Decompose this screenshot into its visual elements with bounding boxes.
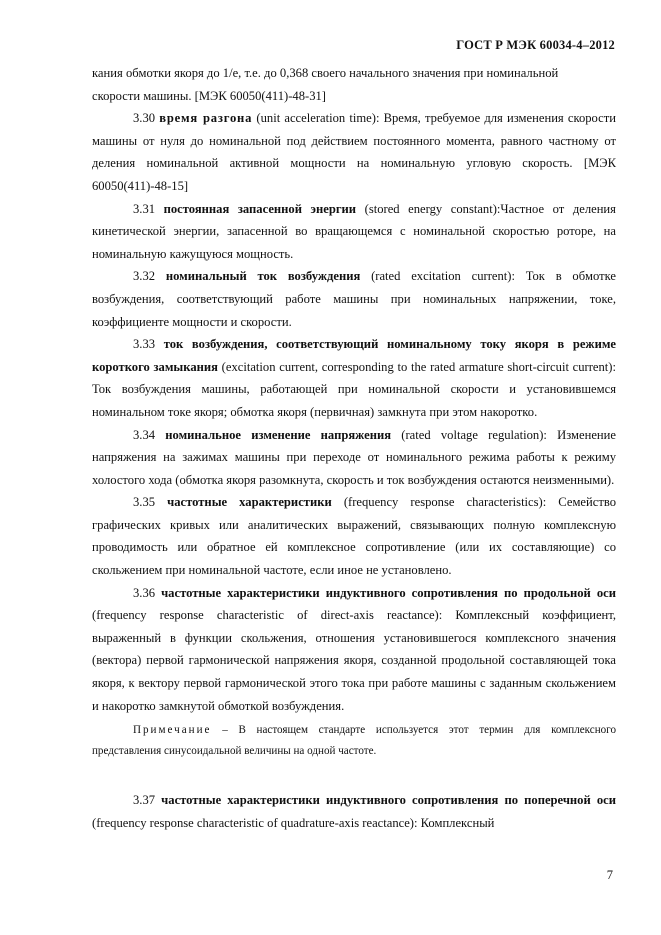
- note-paragraph: [92, 720, 616, 762]
- clause-text: (rated excitation current): Ток в обмотке возбуждения, соответствующий работе машины при номинальных напряжении, токе, коэффициенте мощности и скорости.: [92, 269, 616, 329]
- clause-number: 3.35: [133, 495, 156, 510]
- intro-line-1: кания обмотки якоря до 1/e, т.е. до 0,368 своего начального значения при номинальной: [92, 66, 559, 80]
- clause-term: частотные характеристики индуктивного сопротивления по продольной оси: [161, 585, 616, 600]
- clause-number: 3.34: [133, 427, 156, 442]
- clause-number: 3.37: [133, 793, 156, 808]
- clause-text: (frequency response characteristics): Семейство графических кривых или аналитических выражений, связывающих полную комплексную проводимость или обратное ей комплексное сопротивление (или их составляющие) со скольжением при номинальной частоте, если иное не установлено.: [92, 495, 616, 578]
- clause-3-33: [92, 333, 616, 423]
- clause-term: номинальный ток возбуждения: [165, 269, 361, 284]
- clause-3-37: [92, 789, 616, 834]
- page-number: 7: [606, 868, 613, 882]
- intro-paragraph: [92, 62, 616, 107]
- clause-3-36: [92, 582, 616, 718]
- page-body: [92, 62, 616, 834]
- clause-number: 3.33: [133, 337, 156, 352]
- clause-term: номинальное изменение напряжения: [165, 427, 392, 442]
- intro-line-2: скорости машины. [МЭК 60050(411)-48-31]: [92, 88, 326, 103]
- clause-3-34: [92, 424, 616, 492]
- clause-term: постоянная запасенной энергии: [163, 201, 357, 216]
- clause-term: время разгона: [159, 111, 253, 126]
- clause-term: ток возбуждения, соответствующий номинальному току якоря в режиме короткого замыкания: [92, 337, 616, 374]
- clause-text: (frequency response characteristic of direct-axis reactance): Комплексный коэффициент, выраженный в функции скольжения, отношения установившегося комплексного значения (вектора) первой гармонической напряжения якоря, созданной продольной составляющей тока якоря, к вектору первой гармонической этого тока при работе машины с заданным скольжением и накоротко замкнутой обмоткой возбуждения.: [92, 608, 616, 713]
- clause-text: (rated voltage regulation): Изменение напряжения на зажимах машины при переходе от номинального режима работы к режиму холостого хода (обмотка якоря разомкнута, скорость и ток возбуждения остаются неизменными).: [92, 427, 616, 487]
- clause-number: 3.30: [133, 111, 156, 126]
- clause-text: (excitation current, corresponding to the rated armature short-circuit current): Ток возбуждения машины, работающей при номинальной скорости и установившемся номинальном токе якоря; обмотка якоря (первичная) замкнута при этом накоротко.: [92, 359, 616, 419]
- clause-text: (stored energy constant):Частное от деления кинетической энергии, запасенной во вращающемся с номинальной скоростью роторе, на номинальную кажущуюся мощность.: [92, 201, 616, 261]
- clause-3-35: [92, 491, 616, 581]
- clause-text: (unit acceleration time): Время, требуемое для изменения скорости машины от нуля до номинальной под действием постоянного момента, равного частному от деления номинальной активной мощности на номинальную угловую скорость. [МЭК 60050(411)-48-15]: [92, 111, 617, 193]
- clause-number: 3.31: [133, 201, 156, 216]
- clause-number: 3.32: [133, 269, 156, 284]
- clause-number: 3.36: [133, 585, 156, 600]
- standard-header: ГОСТ Р МЭК 60034-4–2012: [456, 38, 615, 52]
- note-label: Примечание: [133, 724, 212, 737]
- clause-3-30: [92, 107, 616, 197]
- clause-term: частотные характеристики индуктивного сопротивления по поперечной оси: [161, 793, 616, 808]
- spacer: [92, 762, 616, 789]
- note-text: – В настоящем стандарте используется этот термин для комплексного представления синусоидальной величины на одной частоте.: [92, 724, 616, 758]
- clause-3-32: [92, 265, 616, 333]
- clause-term: частотные характеристики: [167, 495, 332, 510]
- clause-3-31: [92, 198, 616, 266]
- clause-text: (frequency response characteristic of quadrature-axis reactance): Комплексный: [92, 815, 495, 830]
